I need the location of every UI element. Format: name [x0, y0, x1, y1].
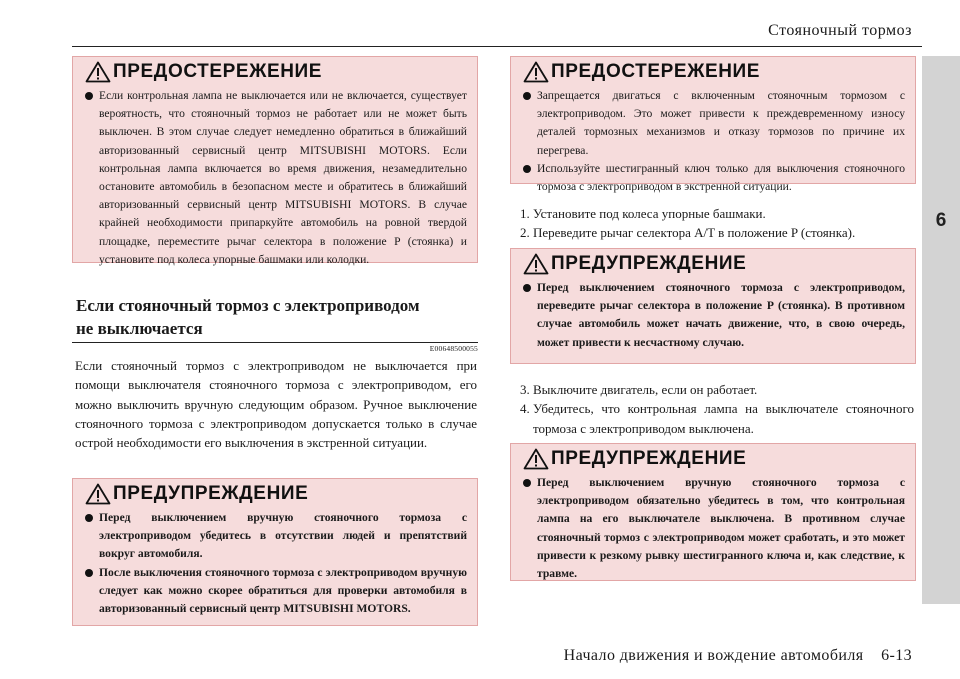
left-caution-item-2: После выключения стояночного тормоза с электроприводом вручную следует как можно скорее обратиться для проверки автомобиля в авторизованный сервисный центр MITSUBISHI MOTORS.: [85, 564, 467, 619]
right-caution-box-1: [510, 248, 916, 364]
left-warning-item: Если контрольная лампа не выключается или не включается, существует вероятность, что стояночный тормоз не работает или не может быть выключен. В этом случае следует немедленно обратиться в ближайший авторизованный сервисный центр MITSUBISHI MOTORS. Если контрольная лампа включается во время движения, незамедлительно остановите автомобиль в безопасном месте и обратитесь в ближайший авторизованный сервисный центр MITSUBISHI MOTORS. В случае крайней необходимости припаркуйте автомобиль на ровной твердой площадке, переместите рычаг селектора в положение P (стоянка) и установите под колеса упорные башмаки или колодки.: [85, 87, 467, 269]
chapter-tab: [922, 56, 960, 604]
section-paragraph: Если стояночный тормоз с электроприводом не выключается при помощи выключателя стояночного тормоза с электроприводом, его можно выключить вручную следующим образом. Ручное выключение стояночного тормоза с электроприводом допускается только в случае острой необходимости его выключения в экстренной ситуации.: [75, 358, 477, 451]
step-number: 4.: [520, 401, 530, 417]
left-caution-box-body: [73, 509, 477, 618]
left-caution-box-header: [73, 479, 477, 509]
section-heading: [76, 294, 476, 340]
right-warning-box: [510, 56, 916, 194]
right-caution-1-item: Перед выключением стояночного тормоза с электроприводом, переведите рычаг селектора в положение P (стоянка). В противном случае автомобиль может начать движение, что, в свою очередь, может привести к несчастному случаю.: [523, 279, 905, 352]
left-warning-box-title: ПРЕДОСТЕРЕЖЕНИЕ: [113, 61, 323, 82]
right-warning-box-title: ПРЕДОСТЕРЕЖЕНИЕ: [551, 61, 761, 82]
step-number: 1.: [520, 206, 530, 221]
step-item: [520, 204, 914, 223]
left-warning-box-header: [73, 57, 477, 87]
right-caution-box-1-title: ПРЕДУПРЕЖДЕНИЕ: [551, 253, 747, 274]
right-caution-box-1-body: [511, 279, 915, 352]
step-text: Переведите рычаг селектора A/T в положение P (стоянка).: [533, 225, 856, 241]
right-caution-box-2-body: [511, 474, 915, 583]
step-text: Убедитесь, что контрольная лампа на выключателе стояночного тормоза с электроприводом выключена.: [533, 401, 914, 436]
step-item: [520, 380, 914, 399]
warning-triangle-icon: [523, 448, 549, 470]
warning-triangle-icon: [85, 483, 111, 505]
steps-group-1: [520, 204, 914, 243]
section-divider: [72, 342, 478, 343]
warning-triangle-icon: [523, 61, 549, 83]
left-caution-item-1: Перед выключением вручную стояночного тормоза с электроприводом убедитесь в отсутствии людей и препятствий вокруг автомобиля.: [85, 509, 467, 564]
page-footer: Начало движения и вождение автомобиля 6-13: [563, 647, 912, 664]
left-caution-box: [72, 478, 478, 626]
right-warning-item-1: Запрещается двигаться с включенным стояночным тормозом с электроприводом. Это может привести к преждевременному износу деталей тормозных механизмов и отказу тормозов по причине их перегрева.: [523, 87, 905, 160]
step-text: Выключите двигатель, если он работает.: [533, 382, 758, 397]
header-divider: [72, 46, 922, 47]
left-caution-box-title: ПРЕДУПРЕЖДЕНИЕ: [113, 483, 309, 504]
section-heading-line-1: Если стояночный тормоз с электроприводом: [76, 296, 420, 315]
page-header-title: Стояночный тормоз: [768, 22, 912, 39]
warning-triangle-icon: [85, 61, 111, 83]
step-item: [520, 223, 914, 242]
right-warning-item-2: Используйте шестигранный ключ только для выключения стояночного тормоза с электроприводом в экстренной ситуации.: [523, 160, 905, 196]
warning-triangle-icon: [523, 253, 549, 275]
right-caution-box-2: [510, 443, 916, 581]
right-warning-box-header: [511, 57, 915, 87]
right-warning-box-body: [511, 87, 915, 196]
section-code: E00648500055: [429, 344, 478, 353]
right-caution-box-2-header: [511, 444, 915, 474]
section-heading-line-2: не выключается: [76, 319, 203, 338]
left-warning-box: [72, 56, 478, 266]
right-caution-box-1-header: [511, 249, 915, 279]
left-warning-box-body: [73, 87, 477, 269]
steps-group-2: [520, 380, 914, 438]
right-caution-box-2-title: ПРЕДУПРЕЖДЕНИЕ: [551, 448, 747, 469]
step-text: Установите под колеса упорные башмаки.: [533, 206, 766, 221]
chapter-number: 6: [935, 210, 947, 231]
step-item: [520, 399, 914, 438]
right-caution-2-item: Перед выключением вручную стояночного тормоза с электроприводом обязательно убедитесь в том, что контрольная лампа на его выключателе выключена. В противном случае стояночный тормоз с электроприводом может сработать, и это может привести к резкому рывку шестигранного ключа и, как следствие, к травме.: [523, 474, 905, 583]
step-number: 3.: [520, 382, 530, 397]
step-number: 2.: [520, 225, 530, 241]
